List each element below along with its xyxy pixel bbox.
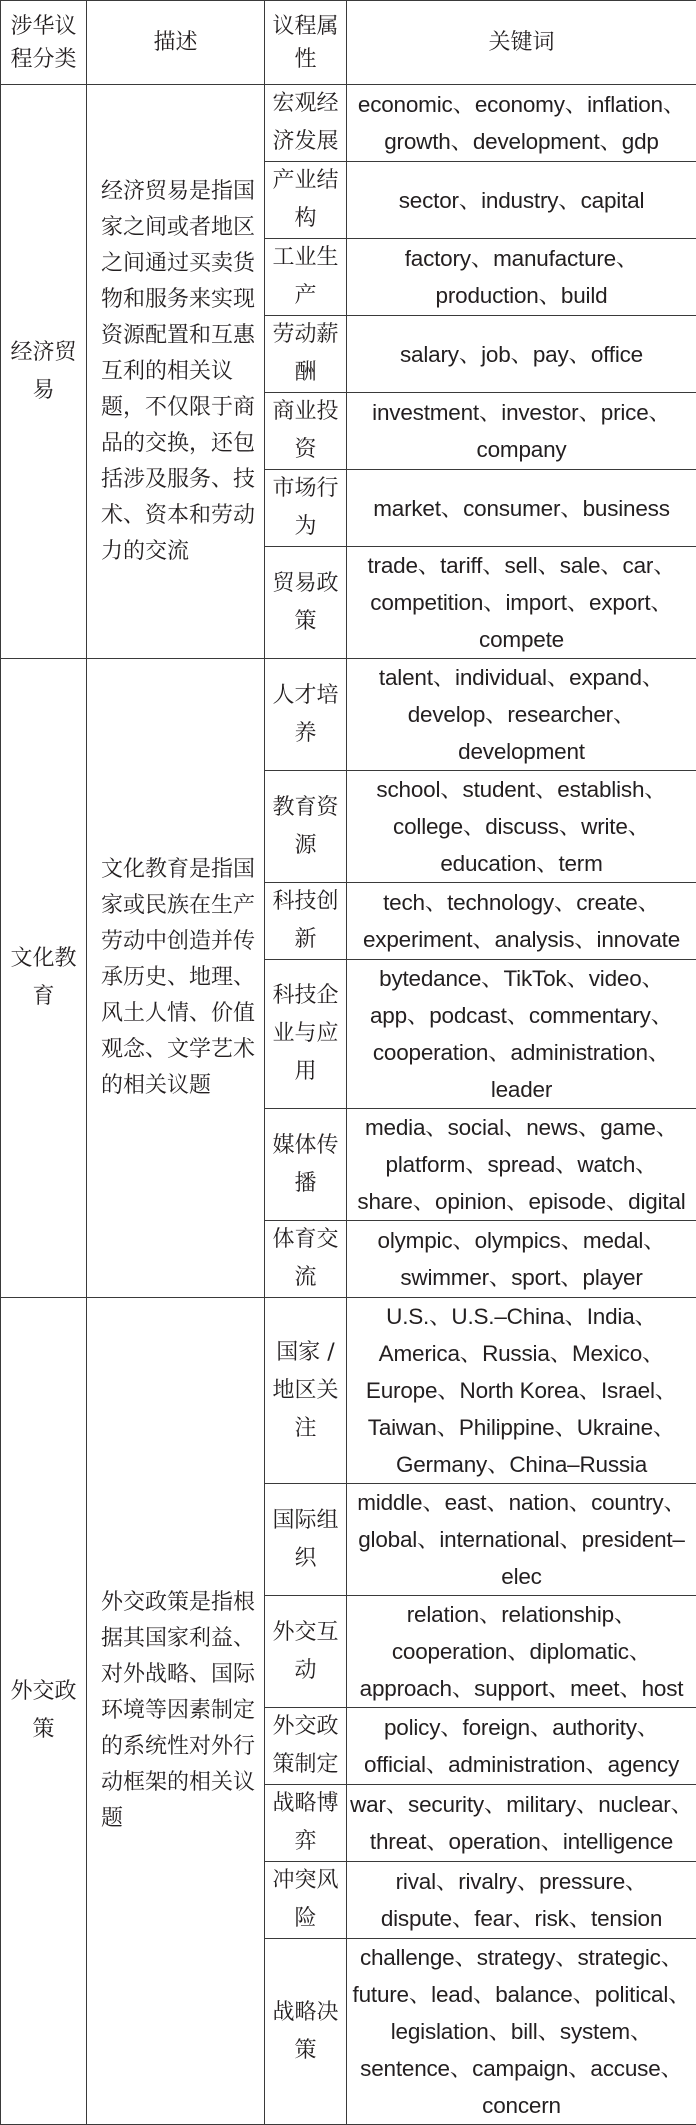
keywords-cell: investment、investor、price、company bbox=[347, 393, 696, 470]
attribute-cell: 科技企业与应用 bbox=[265, 960, 347, 1109]
attribute-cell: 媒体传播 bbox=[265, 1109, 347, 1221]
keywords-cell: media、social、news、game、platform、spread、watch、share、opinion、episode、digital bbox=[347, 1109, 696, 1221]
attribute-cell: 劳动薪酬 bbox=[265, 316, 347, 393]
keywords-cell: market、consumer、business bbox=[347, 470, 696, 547]
attribute-cell: 国际组织 bbox=[265, 1484, 347, 1596]
header-category: 涉华议程分类 bbox=[1, 1, 87, 85]
keywords-cell: war、security、military、nuclear、threat、operation、intelligence bbox=[347, 1785, 696, 1862]
keywords-cell: policy、foreign、authority、official、administration、agency bbox=[347, 1708, 696, 1785]
keywords-cell: trade、tariff、sell、sale、car、competition、import、export、compete bbox=[347, 547, 696, 659]
header-row bbox=[1, 1, 696, 85]
keywords-cell: rival、rivalry、pressure、dispute、fear、risk、tension bbox=[347, 1862, 696, 1939]
attribute-cell: 宏观经济发展 bbox=[265, 85, 347, 162]
attribute-cell: 工业生产 bbox=[265, 239, 347, 316]
attribute-cell: 冲突风险 bbox=[265, 1862, 347, 1939]
keywords-cell: sector、industry、capital bbox=[347, 162, 696, 239]
keywords-cell: economic、economy、inflation、growth、development、gdp bbox=[347, 85, 696, 162]
header-attribute: 议程属性 bbox=[265, 1, 347, 85]
keywords-cell: olympic、olympics、medal、swimmer、sport、player bbox=[347, 1221, 696, 1298]
keywords-cell: school、student、establish、college、discuss、write、education、term bbox=[347, 771, 696, 883]
attribute-cell: 战略博弈 bbox=[265, 1785, 347, 1862]
table-row bbox=[1, 85, 696, 162]
keywords-cell: tech、technology、create、experiment、analysis、innovate bbox=[347, 883, 696, 960]
attribute-cell: 国家 / 地区关注 bbox=[265, 1298, 347, 1484]
keywords-cell: middle、east、nation、country、global、international、president–elec bbox=[347, 1484, 696, 1596]
attribute-cell: 贸易政策 bbox=[265, 547, 347, 659]
description-cell: 文化教育是指国家或民族在生产劳动中创造并传承历史、地理、风土人情、价值观念、文学艺术的相关议题 bbox=[87, 659, 265, 1298]
attribute-cell: 体育交流 bbox=[265, 1221, 347, 1298]
description-cell: 外交政策是指根据其国家利益、对外战略、国际环境等因素制定的系统性对外行动框架的相关议题 bbox=[87, 1298, 265, 2125]
attribute-cell: 外交政策制定 bbox=[265, 1708, 347, 1785]
attribute-cell: 市场行为 bbox=[265, 470, 347, 547]
category-cell: 文化教育 bbox=[1, 659, 87, 1298]
attribute-cell: 战略决策 bbox=[265, 1939, 347, 2125]
table-row bbox=[1, 659, 696, 771]
keywords-cell: challenge、strategy、strategic、future、lead、balance、political、legislation、bill、system、sentence、campaign、accuse、concern bbox=[347, 1939, 696, 2125]
keywords-cell: salary、job、pay、office bbox=[347, 316, 696, 393]
attribute-cell: 商业投资 bbox=[265, 393, 347, 470]
attribute-cell: 教育资源 bbox=[265, 771, 347, 883]
keywords-cell: U.S.、U.S.–China、India、America、Russia、Mexico、Europe、North Korea、Israel、Taiwan、Philippine、Ukraine、Germany、China–Russia bbox=[347, 1298, 696, 1484]
category-cell: 外交政策 bbox=[1, 1298, 87, 2125]
keywords-cell: bytedance、TikTok、video、app、podcast、commentary、cooperation、administration、leader bbox=[347, 960, 696, 1109]
header-description: 描述 bbox=[87, 1, 265, 85]
keywords-cell: relation、relationship、cooperation、diplomatic、approach、support、meet、host bbox=[347, 1596, 696, 1708]
header-keywords: 关键词 bbox=[347, 1, 696, 85]
table-row bbox=[1, 1298, 696, 1484]
attribute-cell: 产业结构 bbox=[265, 162, 347, 239]
description-cell: 经济贸易是指国家之间或者地区之间通过买卖货物和服务来实现资源配置和互惠互利的相关议题，不仅限于商品的交换，还包括涉及服务、技术、资本和劳动力的交流 bbox=[87, 85, 265, 659]
category-cell: 经济贸易 bbox=[1, 85, 87, 659]
attribute-cell: 外交互动 bbox=[265, 1596, 347, 1708]
keywords-cell: talent、individual、expand、develop、researcher、development bbox=[347, 659, 696, 771]
attribute-cell: 人才培养 bbox=[265, 659, 347, 771]
keywords-cell: factory、manufacture、production、build bbox=[347, 239, 696, 316]
attribute-cell: 科技创新 bbox=[265, 883, 347, 960]
